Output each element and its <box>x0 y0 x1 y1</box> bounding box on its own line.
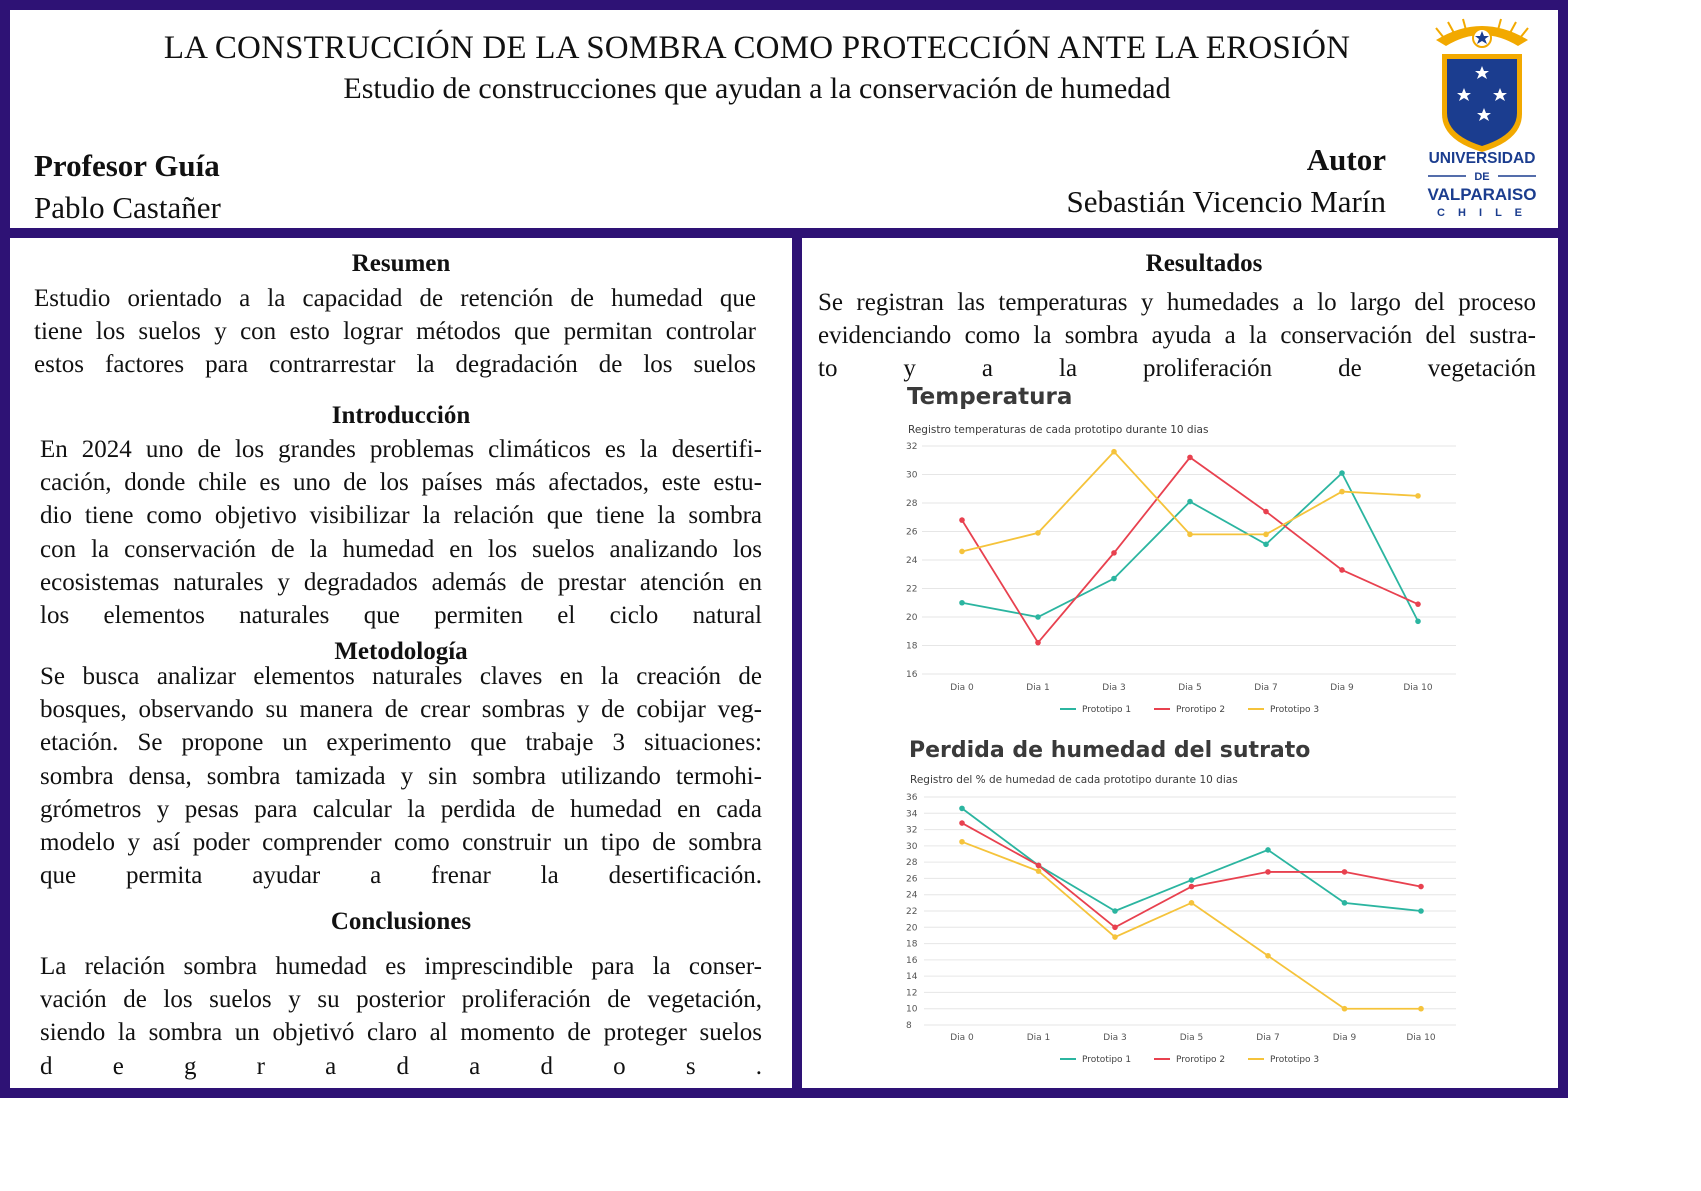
profesor-label: Profesor Guía <box>34 148 220 183</box>
legend-label: Prototipo 3 <box>1270 705 1320 715</box>
data-point <box>1415 618 1421 624</box>
metodologia-heading: Metodología <box>334 638 468 665</box>
text-line: con la conservación de la humedad en los suelos analizando los <box>40 535 762 563</box>
data-point <box>1339 489 1345 495</box>
y-tick-label: 18 <box>906 641 918 652</box>
text-line: bosques, observando su manera de crear sombras y de cobijar veg- <box>40 696 762 724</box>
data-point <box>959 549 965 555</box>
autor-name: Sebastián Vicencio Marín <box>1066 184 1386 219</box>
logo-line-3: VALPARAISO <box>1427 185 1537 204</box>
logo-line-4: C H I L E <box>1436 207 1528 219</box>
y-tick-label: 18 <box>906 939 918 950</box>
data-point <box>1112 934 1118 940</box>
data-point <box>959 839 965 845</box>
y-tick-label: 24 <box>906 890 918 901</box>
data-point <box>1265 953 1271 959</box>
legend-label: Prototipo 1 <box>1082 705 1132 715</box>
right-column <box>802 238 1558 1098</box>
conclusiones-text <box>40 950 762 1083</box>
text-line: dio tiene como objetivo visibilizar la relación que tiene la sombra <box>40 502 762 530</box>
data-point <box>1263 532 1269 538</box>
y-tick-label: 32 <box>906 442 918 452</box>
text-line: Se busca analizar elementos naturales claves en la creación de <box>40 663 762 690</box>
text-line: etación. Se propone un experimento que trabaje 3 situaciones: <box>40 729 762 757</box>
data-point <box>959 806 965 812</box>
data-point <box>1265 847 1271 853</box>
data-point <box>1111 449 1117 455</box>
text-line: grómetros y pesas para calcular la perdida de humedad en cada <box>40 795 762 823</box>
legend-label: Prorotipo 2 <box>1176 705 1226 715</box>
x-tick-label: Dia 10 <box>1406 1033 1436 1043</box>
data-point <box>1418 1006 1424 1012</box>
x-tick-label: Dia 9 <box>1332 1033 1357 1043</box>
y-tick-label: 16 <box>906 955 918 966</box>
data-point <box>1187 532 1193 538</box>
data-point <box>1263 509 1269 515</box>
data-point <box>1265 869 1271 875</box>
resultados-heading: Resultados <box>1145 250 1263 277</box>
introduccion-heading: Introducción <box>331 402 471 429</box>
data-point <box>959 600 965 606</box>
poster-header <box>10 10 1558 238</box>
y-tick-label: 26 <box>906 527 918 538</box>
data-point <box>1035 614 1041 620</box>
legend-label: Prorotipo 2 <box>1176 1055 1226 1065</box>
text-line: to y a la proliferación de vegetación <box>818 355 1536 383</box>
data-point <box>1263 542 1269 548</box>
data-point <box>1415 601 1421 607</box>
text-line: cación, donde chile es uno de los países más afectados, este estu- <box>40 469 762 497</box>
data-point <box>1415 493 1421 499</box>
x-tick-label: Dia 10 <box>1403 683 1433 693</box>
poster-subtitle: Estudio de construcciones que ayudan a la conservación de humedad <box>343 72 1171 105</box>
text-line: Estudio orientado a la capacidad de retención de humedad que <box>34 285 756 312</box>
university-logo <box>1414 16 1550 222</box>
y-tick-label: 34 <box>906 809 918 820</box>
x-tick-label: Dia 3 <box>1103 1033 1127 1043</box>
poster-title: LA CONSTRUCCIÓN DE LA SOMBRA COMO PROTECCIÓN ANTE LA EROSIÓN <box>163 30 1351 66</box>
humidity-chart <box>886 786 1486 1076</box>
sun-rays-icon <box>1436 19 1528 47</box>
resumen-heading: Resumen <box>351 250 451 277</box>
text-line: que permita ayudar a frenar la desertificación. <box>40 862 762 890</box>
data-point <box>1189 877 1195 883</box>
data-point <box>959 517 965 523</box>
text-line: modelo y así poder comprender como construir un tipo de sombra <box>40 829 762 857</box>
conclusiones-heading: Conclusiones <box>330 908 472 935</box>
text-line: estos factores para contrarrestar la degradación de los suelos <box>34 351 756 379</box>
column-divider <box>792 238 802 1098</box>
data-point <box>1342 900 1348 906</box>
x-tick-label: Dia 9 <box>1330 683 1354 693</box>
data-point <box>959 820 965 826</box>
text-line: siendo la sombra un objetivó claro al momento de proteger suelos <box>40 1019 762 1047</box>
data-point <box>1035 530 1041 536</box>
data-point <box>1418 884 1424 890</box>
text-line: evidenciando como la sombra ayuda a la conservación del sustra- <box>818 322 1536 350</box>
data-point <box>1036 863 1042 869</box>
data-point <box>1036 868 1042 874</box>
logo-line-1: UNIVERSIDAD <box>1428 150 1536 167</box>
data-point <box>1187 499 1193 505</box>
y-tick-label: 24 <box>906 556 918 566</box>
x-tick-label: Dia 5 <box>1178 683 1202 693</box>
profesor-name: Pablo Castañer <box>34 190 221 225</box>
metodologia-text <box>40 660 762 892</box>
y-tick-label: 32 <box>906 825 918 836</box>
series-line <box>962 842 1421 1009</box>
text-line: sombra densa, sombra tamizada y sin sombra utilizando termohi- <box>40 762 762 790</box>
text-line: tiene los suelos y con esto lograr métodos que permitan controlar <box>34 318 756 346</box>
y-tick-label: 20 <box>906 613 918 623</box>
chart-subtitle: Registro temperaturas de cada prototipo durante 10 dias <box>908 424 1209 436</box>
data-point <box>1111 550 1117 556</box>
x-tick-label: Dia 1 <box>1026 683 1050 693</box>
y-tick-label: 26 <box>906 874 918 885</box>
y-tick-label: 28 <box>906 499 918 509</box>
text-line: Se registran las temperaturas y humedades a lo largo del proceso <box>818 289 1536 316</box>
y-tick-label: 16 <box>906 670 918 680</box>
chart-title: Perdida de humedad del sutrato <box>909 738 1311 763</box>
text-line: los elementos naturales que permiten el ciclo natural <box>40 602 762 630</box>
y-tick-label: 10 <box>906 1004 918 1015</box>
y-tick-label: 28 <box>906 858 918 869</box>
data-point <box>1111 576 1117 582</box>
data-point <box>1112 908 1118 914</box>
text-line: d e g r a d a d o s . <box>40 1052 762 1080</box>
data-point <box>1342 1006 1348 1012</box>
data-point <box>1187 455 1193 461</box>
y-tick-label: 30 <box>906 841 918 852</box>
x-tick-label: Dia 7 <box>1256 1033 1280 1043</box>
y-tick-label: 22 <box>906 907 918 917</box>
resultados-text <box>818 286 1536 383</box>
data-point <box>1035 640 1041 646</box>
y-tick-label: 20 <box>906 923 918 934</box>
x-tick-label: Dia 0 <box>950 683 974 693</box>
text-line: La relación sombra humedad es imprescindible para la conser- <box>40 953 762 980</box>
chart-subtitle: Registro del % de humedad de cada prototipo durante 10 dias <box>910 774 1238 786</box>
x-tick-label: Dia 0 <box>950 1033 974 1043</box>
y-tick-label: 36 <box>906 793 918 803</box>
legend-label: Prototipo 3 <box>1270 1055 1320 1065</box>
introduccion-text <box>40 433 762 632</box>
left-column <box>10 238 792 1098</box>
data-point <box>1339 567 1345 573</box>
y-tick-label: 12 <box>906 988 918 999</box>
x-tick-label: Dia 5 <box>1179 1033 1204 1043</box>
data-point <box>1418 908 1424 914</box>
y-tick-label: 22 <box>906 584 918 595</box>
x-tick-label: Dia 3 <box>1102 683 1126 693</box>
logo-line-2: DE <box>1474 171 1490 183</box>
legend-label: Prototipo 1 <box>1082 1055 1132 1065</box>
data-point <box>1339 470 1345 476</box>
chart-title: Temperatura <box>907 384 1073 410</box>
text-line: ecosistemas naturales y degradados además de prestar atención en <box>40 568 762 596</box>
x-tick-label: Dia 1 <box>1026 1033 1051 1043</box>
data-point <box>1112 924 1118 930</box>
y-tick-label: 30 <box>906 470 918 481</box>
data-point <box>1342 869 1348 875</box>
shield-icon <box>1442 54 1522 152</box>
x-tick-label: Dia 7 <box>1254 683 1278 693</box>
autor-label: Autor <box>1306 142 1386 177</box>
y-tick-label: 8 <box>906 1021 912 1031</box>
series-line <box>962 808 1421 911</box>
text-line: vación de los suelos y su posterior proliferación de vegetación, <box>40 986 762 1014</box>
series-line <box>962 473 1418 621</box>
text-line: En 2024 uno de los grandes problemas climáticos es la desertifi- <box>40 436 762 463</box>
resumen-text <box>34 282 756 382</box>
y-tick-label: 14 <box>906 972 918 983</box>
data-point <box>1189 900 1195 906</box>
data-point <box>1189 884 1195 890</box>
series-line <box>962 823 1421 927</box>
temperature-chart <box>886 436 1486 726</box>
